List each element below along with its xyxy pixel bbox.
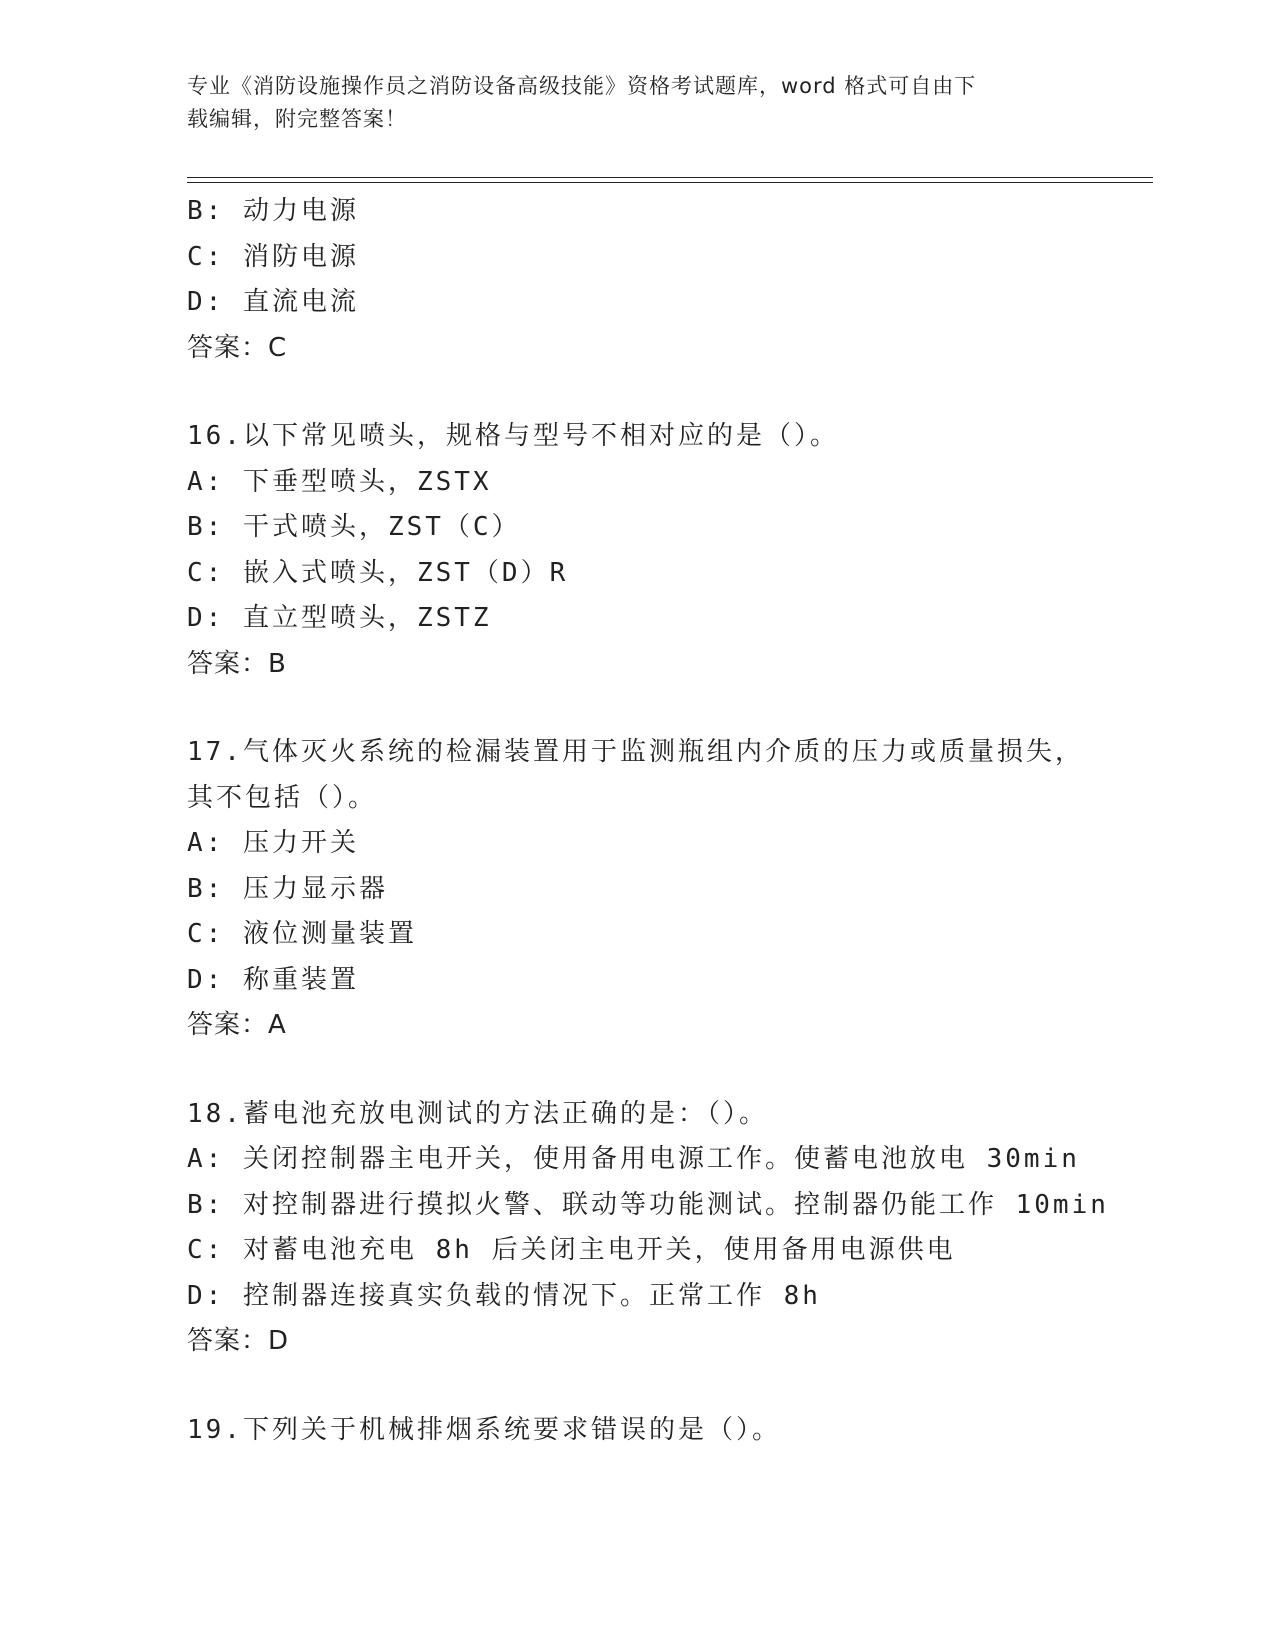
option-a: A: 关闭控制器主电开关，使用备用电源工作。使蓄电池放电 30min xyxy=(187,1144,1080,1174)
header-divider-bottom xyxy=(187,182,1153,183)
question-18 xyxy=(187,1092,1147,1365)
document-header xyxy=(187,70,1067,136)
question-stem: 16.以下常见喷头，规格与型号不相对应的是（）。 xyxy=(187,421,839,451)
option-d: D: 直立型喷头，ZSTZ xyxy=(187,603,492,633)
header-line-2: 载编辑，附完整答案！ xyxy=(187,107,407,131)
answer: 答案：C xyxy=(187,332,288,363)
question-stem-line-1: 17.气体灭火系统的检漏装置用于监测瓶组内介质的压力或质量损失， xyxy=(187,737,1084,767)
spacer xyxy=(187,687,1147,730)
option-d: D: 称重装置 xyxy=(187,964,359,995)
option-a: A: 下垂型喷头，ZSTX xyxy=(187,466,492,497)
question-17 xyxy=(187,730,1147,1049)
option-b: B: 干式喷头，ZST（C） xyxy=(187,512,521,542)
option-b: B: 压力显示器 xyxy=(187,873,388,904)
question-19 xyxy=(187,1408,1147,1454)
question-16 xyxy=(187,414,1147,687)
question-15-continued xyxy=(187,189,1147,371)
spacer xyxy=(187,1049,1147,1092)
question-stem-line-2: 其不包括（）。 xyxy=(187,782,378,813)
question-stem: 18.蓄电池充放电测试的方法正确的是：（）。 xyxy=(187,1098,768,1129)
option-d: D: 直流电流 xyxy=(187,287,359,317)
option-a: A: 压力开关 xyxy=(187,828,359,858)
answer: 答案：A xyxy=(187,1010,287,1040)
header-divider-top xyxy=(187,177,1153,178)
answer: 答案：D xyxy=(187,1326,290,1356)
question-list xyxy=(187,189,1147,1453)
header-line-1: 专业《消防设施操作员之消防设备高级技能》资格考试题库，word 格式可自由下 xyxy=(187,74,977,98)
spacer xyxy=(187,1365,1147,1408)
question-stem: 19.下列关于机械排烟系统要求错误的是（）。 xyxy=(187,1414,781,1445)
option-c: C: 消防电源 xyxy=(187,241,359,272)
spacer xyxy=(187,371,1147,414)
option-b: B: 动力电源 xyxy=(187,196,359,226)
option-c: C: 嵌入式喷头，ZST（D）R xyxy=(187,557,569,588)
option-d: D: 控制器连接真实负载的情况下。正常工作 8h xyxy=(187,1280,821,1311)
option-b: B: 对控制器进行摸拟火警、联动等功能测试。控制器仍能工作 10min xyxy=(187,1189,1109,1220)
option-c: C: 对蓄电池充电 8h 后关闭主电开关，使用备用电源供电 xyxy=(187,1235,956,1265)
option-c: C: 液位测量装置 xyxy=(187,919,417,949)
answer: 答案：B xyxy=(187,648,287,679)
